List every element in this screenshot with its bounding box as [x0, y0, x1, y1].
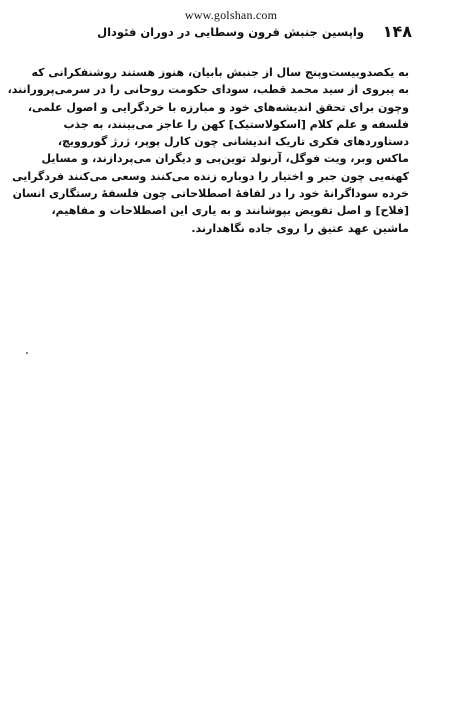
text-line: کهنه‌یی چون جبر و اختیار را دوباره زنده می‌کنند وسعی می‌کنند فردگرایی: [12, 169, 409, 183]
site-url: www.golshan.com: [184, 8, 278, 22]
scan-speck: [26, 352, 28, 354]
text-line: به پیروی از سید محمد قطب، سودای حکومت روحانی را در سرمی‌پرورانند،: [7, 83, 409, 97]
page-header: [60, 24, 412, 44]
text-line: ماکس وبر، ویت فوگل، آرنولد توین‌بی و دیگران می‌پردازند، و مسایل: [41, 152, 409, 166]
text-line: [فلاح] و اصل تفویض بپوشانند و به یاری این اصطلاحات و مفاهیم،: [51, 204, 409, 218]
text-line: ماشین عهد عتیق را روی جاده نگاهدارند.: [191, 221, 409, 235]
text-line: دستاوردهای فکری تاریک اندیشانی چون کارل پوپر، ژرژ گوروویچ،: [57, 135, 409, 149]
text-line: فلسفه و علم کلام [اسکولاستیک] کهن را عاجز می‌بینند، به جذب: [63, 117, 409, 131]
text-line: وچون برای تحقق اندیشه‌های خود و مبارزه با خردگرایی و اصول علمی،: [27, 100, 409, 114]
body-paragraph: [7, 64, 409, 237]
page-number: ۱۴۸: [382, 22, 412, 41]
running-title: واپسین جنبش قرون وسطایی در دوران فئودال: [97, 25, 364, 39]
text-line: به یکصدوبیست‌وپنج سال از جنبش بابیان، هنوز هستند روشنفکرانی که: [31, 66, 409, 79]
text-line: خرده سوداگرانهٔ خود را در لفافهٔ اصطلاحاتی چون فلسفهٔ رستگاری انسان: [12, 187, 409, 201]
